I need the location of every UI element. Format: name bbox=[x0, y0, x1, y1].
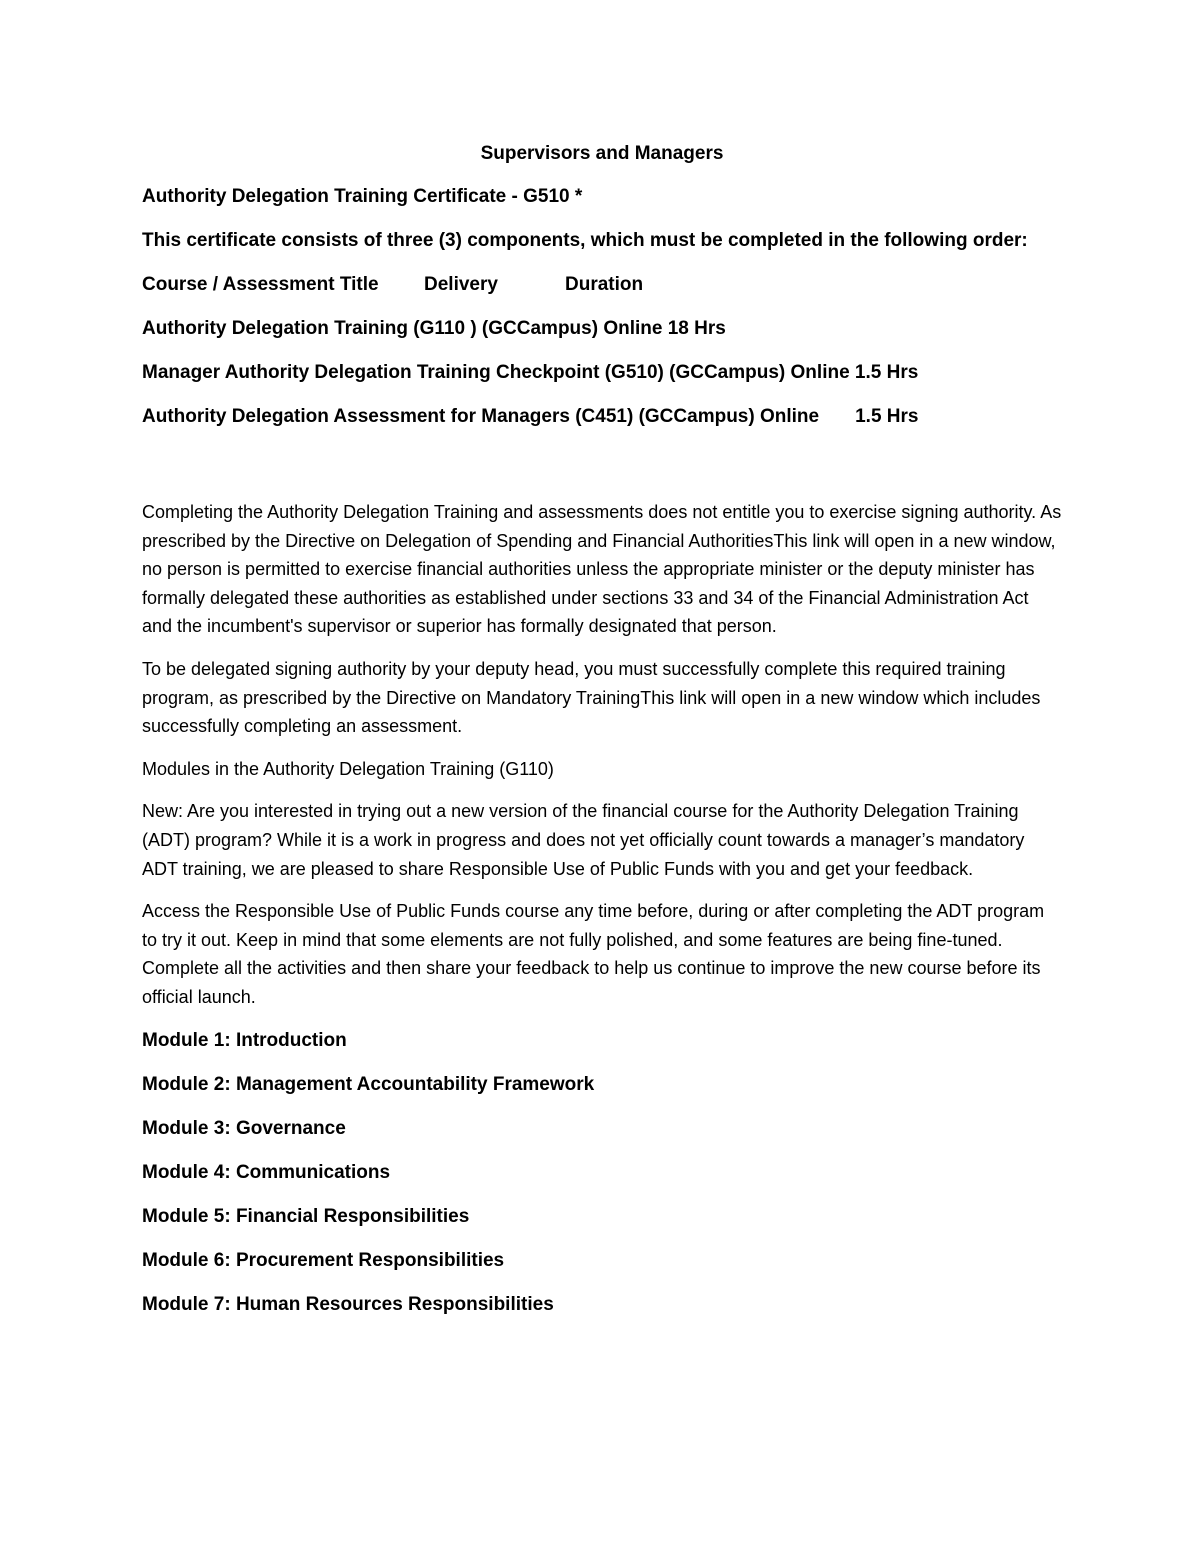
module-item: Module 1: Introduction bbox=[142, 1029, 347, 1051]
paragraph-delegation-requirement: To be delegated signing authority by your deputy head, you must successfully complete this required training program, as prescribed by the Directive on Mandatory TrainingThis link will open in a new window which includes successfully completing an assessment. bbox=[142, 658, 1041, 737]
module-item: Module 3: Governance bbox=[142, 1117, 346, 1139]
section-spacer bbox=[142, 446, 1062, 498]
component-row-3-title: Authority Delegation Assessment for Managers (C451) (GCCampus) Online bbox=[142, 406, 820, 427]
component-row-2: Manager Authority Delegation Training Checkpoint (G510) (GCCampus) Online 1.5 Hrs bbox=[142, 362, 919, 383]
paragraph-modules-intro: Modules in the Authority Delegation Training (G110) bbox=[142, 758, 554, 779]
components-table-header bbox=[142, 270, 1062, 300]
module-item: Module 4: Communications bbox=[142, 1161, 391, 1183]
module-item: Module 6: Procurement Responsibilities bbox=[142, 1249, 505, 1271]
module-item: Module 2: Management Accountability Framework bbox=[142, 1073, 595, 1095]
component-row-3-duration: 1.5 Hrs bbox=[855, 406, 919, 427]
document-page bbox=[142, 138, 1062, 1334]
module-item: Module 5: Financial Responsibilities bbox=[142, 1205, 470, 1227]
header-delivery: Delivery bbox=[424, 274, 498, 295]
certificate-heading: Authority Delegation Training Certificate - G510 * bbox=[142, 186, 583, 207]
paragraph-new-course: New: Are you interested in trying out a new version of the financial course for the Authority Delegation Training (ADT) program? While it is a work in progress and does not yet officially count towards a manager’s mandatory ADT training, we are pleased to share Responsible Use of Public Funds with you and get your feedback. bbox=[142, 801, 1025, 879]
header-course-title: Course / Assessment Title bbox=[142, 274, 379, 295]
module-item: Module 7: Human Resources Responsibilities bbox=[142, 1293, 554, 1315]
paragraph-access-course: Access the Responsible Use of Public Funds course any time before, during or after completing the ADT program to try it out. Keep in mind that some elements are not fully polished, and some features are being fine-tuned. Complete all the activities and then share your feedback to help us continue to improve the new course before its official launch. bbox=[142, 901, 1045, 1007]
document-title: Supervisors and Managers bbox=[480, 143, 724, 164]
paragraph-signing-authority: Completing the Authority Delegation Training and assessments does not entitle you to exercise signing authority. As prescribed by the Directive on Delegation of Spending and Financial AuthoritiesThis link will open in a new window, no person is permitted to exercise financial authorities unless the appropriate minister or the deputy minister has formally delegated these authorities as established under sections 33 and 34 of the Financial Administration Act and the incumbent's supervisor or superior has formally designated that person. bbox=[142, 502, 1062, 637]
components-intro: This certificate consists of three (3) components, which must be completed in the following order: bbox=[142, 230, 1028, 251]
header-duration: Duration bbox=[565, 274, 644, 295]
component-row-1: Authority Delegation Training (G110 ) (GCCampus) Online 18 Hrs bbox=[142, 318, 726, 339]
component-row-3 bbox=[142, 402, 1062, 432]
